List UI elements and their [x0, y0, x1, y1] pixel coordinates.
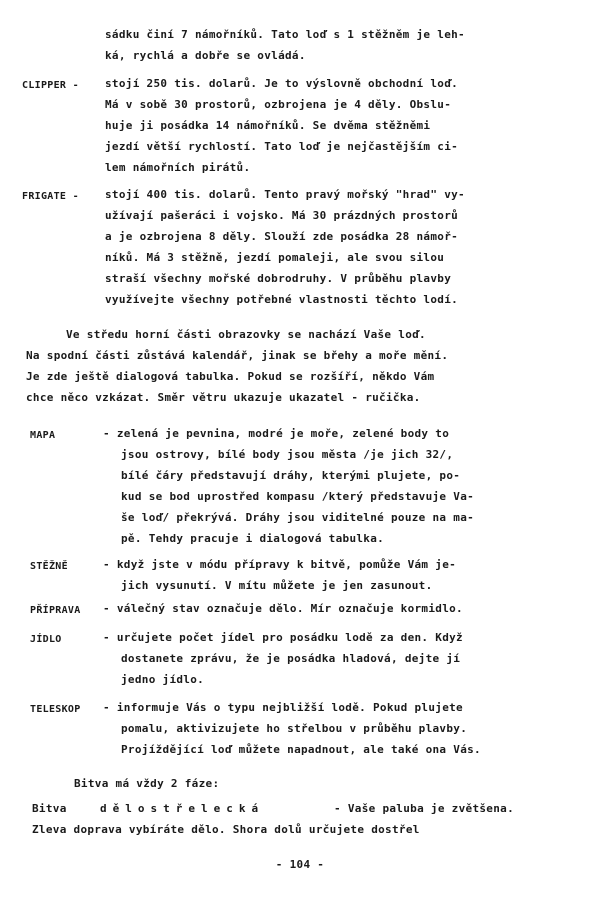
ship-term-clipper: CLIPPER -: [22, 80, 79, 91]
clipper-line: huje ji posádka 14 námořníků. Se dvěma stěžněmi: [105, 119, 431, 132]
frigate-line: užívají pašeráci i vojsko. Má 30 prázdných prostorů: [105, 209, 459, 222]
mapa-line: bílé čáry představují dráhy, kterými plujete, po-: [121, 469, 461, 482]
stezne-line: - když jste v módu přípravy k bitvě, pomůže Vám je-: [103, 558, 457, 571]
definition-term-priprava: PŘÍPRAVA: [30, 605, 81, 616]
battle-rest: - Vaše paluba je zvětšena.: [334, 802, 514, 815]
mapa-line: pě. Tehdy pracuje i dialogová tabulka.: [121, 532, 385, 545]
page-number: - 104 -: [275, 858, 325, 871]
definition-term-mapa: MAPA: [30, 430, 56, 441]
battle-line-2: Zleva doprava vybíráte dělo. Shora dolů určujete dostřel: [32, 823, 420, 836]
jidlo-line: dostanete zprávu, že je posádka hladová, dejte jí: [121, 652, 461, 665]
intro-line: sádku činí 7 námořníků. Tato loď s 1 stěžněm je leh-: [105, 28, 465, 41]
ship-term-frigate: FRIGATE -: [22, 191, 79, 202]
teleskop-line: - informuje Vás o typu nejbližší lodě. Pokud plujete: [103, 701, 463, 714]
frigate-line: stojí 400 tis. dolarů. Tento pravý mořský "hrad" vy-: [105, 188, 465, 201]
battle-type-spaced: dělostřelecká: [100, 802, 265, 815]
mapa-line: - zelená je pevnina, modré je moře, zelené body to: [103, 427, 450, 440]
frigate-line: a je ozbrojena 8 děly. Slouží zde posádka 28 námoř-: [105, 230, 459, 243]
teleskop-line: Projíždějící loď můžete napadnout, ale také ona Vás.: [121, 743, 481, 756]
intro-line: ká, rychlá a dobře se ovládá.: [105, 49, 306, 62]
battle-lead: Bitva: [32, 802, 67, 815]
mapa-line: jsou ostrovy, bílé body jsou města /je jich 32/,: [121, 448, 454, 461]
frigate-line: straší všechny mořské dobrodruhy. V průběhu plavby: [105, 272, 452, 285]
screen-paragraph-line: Ve středu horní části obrazovky se nachází Vaše loď.: [66, 328, 426, 341]
battle-heading: Bitva má vždy 2 fáze:: [74, 777, 220, 790]
teleskop-line: pomalu, aktivizujete ho střelbou v průběhu plavby.: [121, 722, 468, 735]
definition-term-teleskop: TELESKOP: [30, 704, 81, 715]
frigate-line: níků. Má 3 stěžně, jezdí pomaleji, ale svou silou: [105, 251, 445, 264]
jidlo-line: - určujete počet jídel pro posádku lodě za den. Když: [103, 631, 463, 644]
clipper-line: jezdí větší rychlostí. Tato loď je nejčastějším ci-: [105, 140, 459, 153]
definition-term-stezne: STĚŽNĚ: [30, 561, 68, 572]
priprava-line: - válečný stav označuje dělo. Mír označuje kormidlo.: [103, 602, 463, 615]
stezne-line: jich vysunutí. V mítu můžete je jen zasunout.: [121, 579, 433, 592]
clipper-line: stojí 250 tis. dolarů. Je to výslovně obchodní loď.: [105, 77, 459, 90]
jidlo-line: jedno jídlo.: [121, 673, 205, 686]
clipper-line: Má v sobě 30 prostorů, ozbrojena je 4 děly. Obslu-: [105, 98, 452, 111]
definition-term-jidlo: JÍDLO: [30, 634, 62, 645]
screen-paragraph-line: Je zde ještě dialogová tabulka. Pokud se rozšíří, někdo Vám: [26, 370, 435, 383]
mapa-line: kud se bod uprostřed kompasu /který představuje Va-: [121, 490, 475, 503]
mapa-line: še loď/ překrývá. Dráhy jsou viditelné pouze na ma-: [121, 511, 475, 524]
frigate-line: využívejte všechny potřebné vlastnosti těchto lodí.: [105, 293, 459, 306]
screen-paragraph-line: chce něco vzkázat. Směr větru ukazuje ukazatel - ručička.: [26, 391, 421, 404]
screen-paragraph-line: Na spodní části zůstává kalendář, jinak se břehy a moře mění.: [26, 349, 449, 362]
clipper-line: lem námořních pirátů.: [105, 161, 251, 174]
